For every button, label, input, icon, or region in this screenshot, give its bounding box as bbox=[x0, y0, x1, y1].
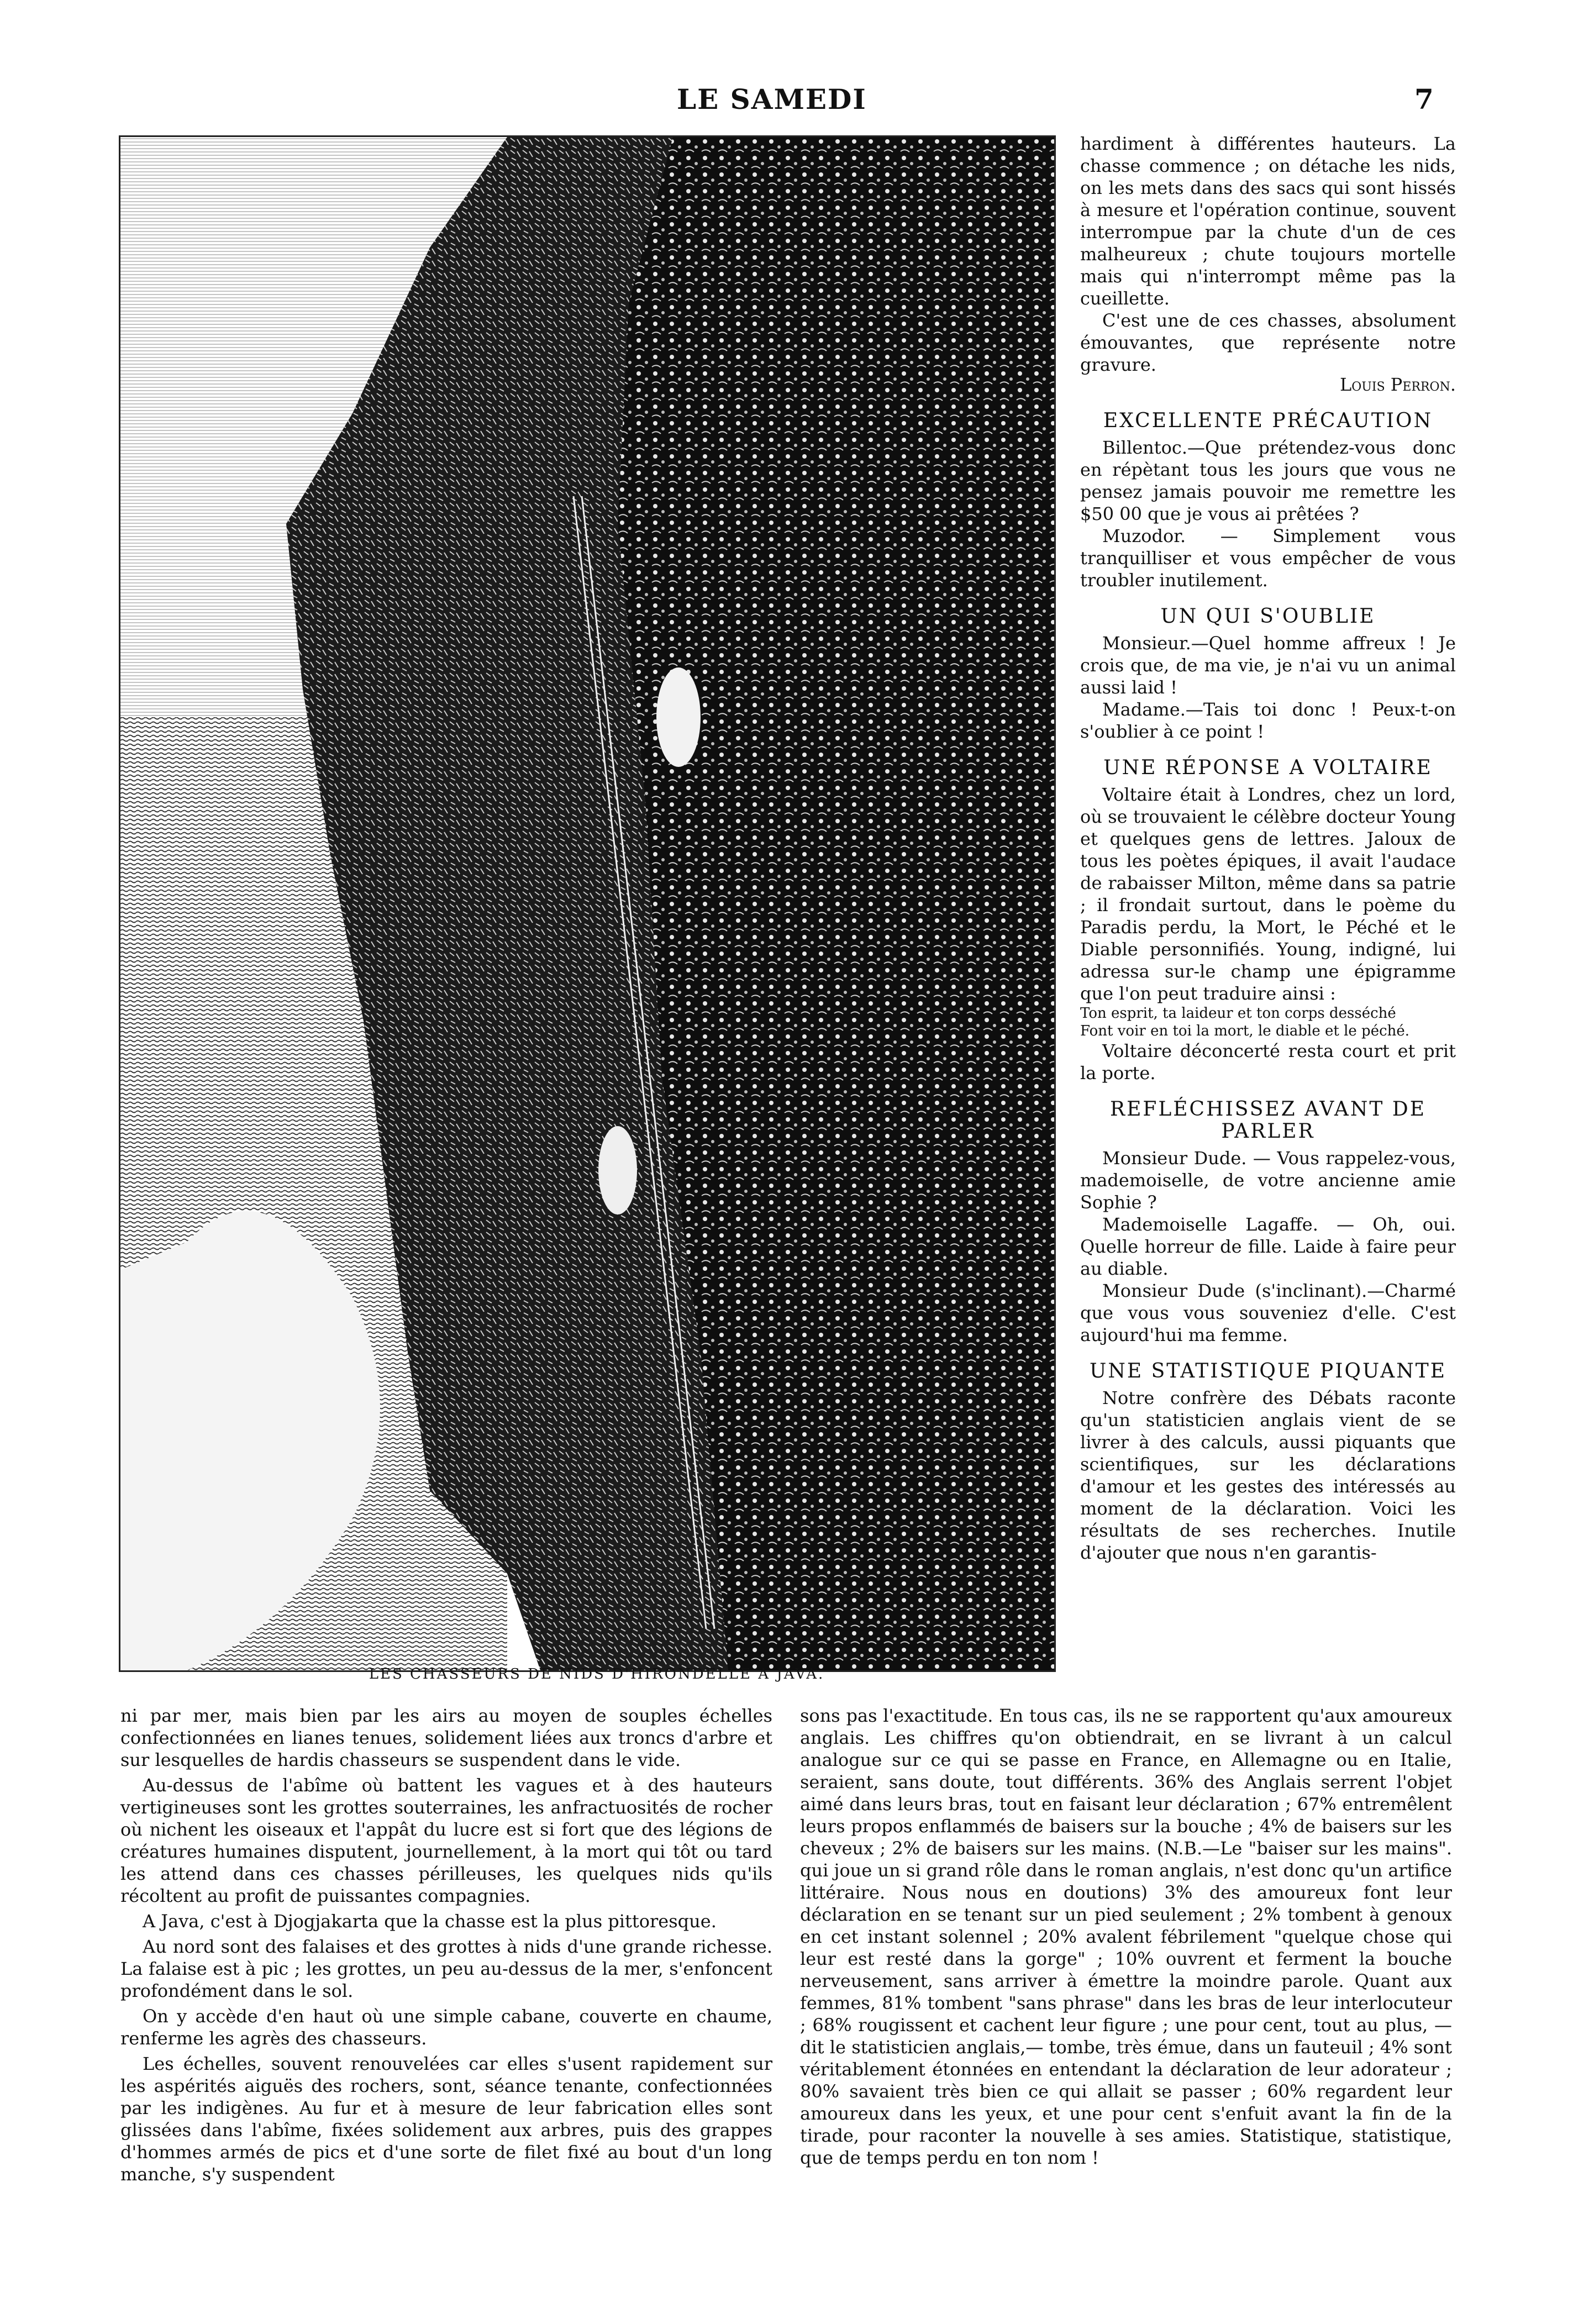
intro-paragraph: C'est une de ces chasses, absolument émouvantes, que représente notre gravure. bbox=[1080, 310, 1456, 375]
section-paragraph: Monsieur Dude (s'inclinant).—Charmé que vous vous souveniez d'elle. C'est aujourd'hui ma femme. bbox=[1080, 1280, 1456, 1345]
section-paragraph: Notre confrère des Débats raconte qu'un statisticien anglais vient de se livrer à des calculs, aussi piquants que scientifiques, sur les déclarations d'amour et les gestes des intéressés au moment de la déclaration. Voici les résultats de ses recherches. Inutile d'ajouter que nous n'en garantis- bbox=[1080, 1387, 1456, 1563]
article-paragraph: Au nord sont des falaises et des grottes à nids d'une grande richesse. La falaise est à pic ; les grottes, un peu au-dessus de la mer, s'enfoncent profondément dans le sol. bbox=[120, 1936, 772, 2001]
verse-line: Ton esprit, ta laideur et ton corps desséché bbox=[1080, 1005, 1396, 1022]
lower-right-column bbox=[800, 1705, 1452, 2172]
article-paragraph: Les échelles, souvent renouvelées car elles s'usent rapidement sur les aspérités aiguës des rochers, sont, séance tenante, confectionnées par les indigènes. Au fur et à mesure de leur fabrication elles sont glissées dans l'abîme, fixées solidement aux arbres, puis des grappes d'hommes armés de pics et d'une sorte de filet fixé au bout d'un long manche, s'y suspendent bbox=[120, 2053, 772, 2185]
section-title: UN QUI S'OUBLIE bbox=[1160, 605, 1376, 628]
right-column bbox=[1080, 133, 1456, 1564]
illustration-caption: LES CHASSEURS DE NIDS D'HIRONDELLE A JAVA. bbox=[369, 1666, 825, 1682]
article-paragraph: sons pas l'exactitude. En tous cas, ils ne se rapportent qu'aux amoureux anglais. Les chiffres qu'on obtiendrait, en se livrant à un calcul analogue sur ce qui se passe en France, en Allemagne ou en Italie, seraient, sans doute, tout différents. 36% des Anglais serrent l'objet aimé dans leurs bras, tout en faisant leur déclaration ; 67% entremêlent leurs propos enflammés de baisers sur la bouche ; 4% de baisers sur les cheveux ; 2% de baisers sur les mains. (N.B.—Le "baiser sur les mains". qui joue un si grand rôle dans le roman anglais, n'est donc qu'un artifice littéraire. Nous nous en doutions) 3% des amoureux font leur déclaration en se tenant sur un pied seulement ; 2% tombent à genoux en cet instant solennel ; 20% avalent fébrilement "quelque chose qui leur est resté dans la gorge" ; 10% ouvrent et ferment la bouche nerveusement, sans arriver à émettre la moindre parole. Quant aux femmes, 81% tombent "sans phrase" dans les bras de leur interlocuteur ; 68% rougissent et cachent leur figure ; une pour cent, tout au plus, — dit le statisticien anglais,— tombe, très émue, dans un fauteuil ; 4% sont véritablement étonnées en entendant la déclaration de leur adorateur ; 80% savaient très bien ce qui allait se passer ; 60% regardent leur amoureux dans les yeux, et une pour cent s'enfuit avant la fin de la tirade, pour raconter la nouvelle à ses amies. Statistique, statistique, que de temps perdu en ton nom ! bbox=[800, 1705, 1452, 2168]
section-title: UNE RÉPONSE A VOLTAIRE bbox=[1103, 756, 1433, 779]
lower-text-area bbox=[120, 1705, 1458, 2263]
section-title: EXCELLENTE PRÉCAUTION bbox=[1103, 409, 1433, 432]
article-paragraph: Au-dessus de l'abîme où battent les vagues et à des hauteurs vertigineuses sont les grottes souterraines, les anfractuosités de rocher où nichent les oiseaux et l'appât du lucre est si fort que des légions de créatures humaines disputent, journellement, à la mort qui tôt ou tard les attend dans ces chasses périlleuses, les quelques nids qu'ils récoltent au profit de puissantes compagnies. bbox=[120, 1775, 772, 1906]
section-paragraph: Muzodor. — Simplement vous tranquilliser et vous empêcher de vous troubler inutilement. bbox=[1080, 525, 1456, 591]
section-title: REFLÉCHISSEZ AVANT DE PARLER bbox=[1110, 1098, 1426, 1143]
page-number: 7 bbox=[1414, 83, 1435, 115]
section-paragraph: Mademoiselle Lagaffe. — Oh, oui. Quelle horreur de fille. Laide à faire peur au diable. bbox=[1080, 1214, 1456, 1279]
cliff-engraving-image bbox=[120, 137, 1054, 1670]
page-title: LE SAMEDI bbox=[677, 83, 867, 115]
section-paragraph: Billentoc.—Que prétendez-vous donc en répètant tous les jours que vous ne pensez jamais pouvoir me remettre les $50 00 que je vous ai prêtées ? bbox=[1080, 437, 1456, 524]
engraving-illustration bbox=[119, 135, 1056, 1672]
article-paragraph: ni par mer, mais bien par les airs au moyen de souples échelles confectionnées en lianes tenues, solidement liées aux troncs d'arbre et sur lesquelles de hardis chasseurs se suspendent dans le vide. bbox=[120, 1705, 772, 1770]
article-paragraph: On y accède d'en haut où une simple cabane, couverte en chaume, renferme les agrès des chasseurs. bbox=[120, 2006, 772, 2049]
article-paragraph: A Java, c'est à Djogjakarta que la chasse est la plus pittoresque. bbox=[143, 1911, 717, 1932]
section-paragraph: Madame.—Tais toi donc ! Peux-t-on s'oublier à ce point ! bbox=[1080, 699, 1456, 742]
verse-line: Font voir en toi la mort, le diable et le péché. bbox=[1080, 1023, 1410, 1039]
section-paragraph: Voltaire déconcerté resta court et prit la porte. bbox=[1080, 1040, 1456, 1084]
intro-paragraph: hardiment à différentes hauteurs. La chasse commence ; on détache les nids, on les mets dans des sacs qui sont hissés à mesure et l'opération continue, souvent interrompue par la chute d'un de ces malheureux ; chute toujours mortelle mais qui n'interrompt même pas la cueillette. bbox=[1080, 133, 1456, 309]
section-title: UNE STATISTIQUE PIQUANTE bbox=[1090, 1360, 1446, 1382]
author-signature: Louis Perron. bbox=[1340, 374, 1456, 395]
section-paragraph: Monsieur Dude. — Vous rappelez-vous, mademoiselle, de votre ancienne amie Sophie ? bbox=[1080, 1148, 1456, 1213]
section-paragraph: Monsieur.—Quel homme affreux ! Je crois que, de ma vie, je n'ai vu un animal aussi laid ! bbox=[1080, 633, 1456, 698]
section-paragraph: Voltaire était à Londres, chez un lord, où se trouvaient le célèbre docteur Young et quelques gens de lettres. Jaloux de tous les poètes épiques, il avait l'audace de rabaisser Milton, même dans sa patrie ; il frondait surtout, dans le poème du Paradis perdu, la Mort, le Péché et le Diable personnifiés. Young, indigné, lui adressa sur-le champ une épigramme que l'on peut traduire ainsi : bbox=[1080, 784, 1456, 1004]
lower-left-column bbox=[120, 1705, 772, 2189]
